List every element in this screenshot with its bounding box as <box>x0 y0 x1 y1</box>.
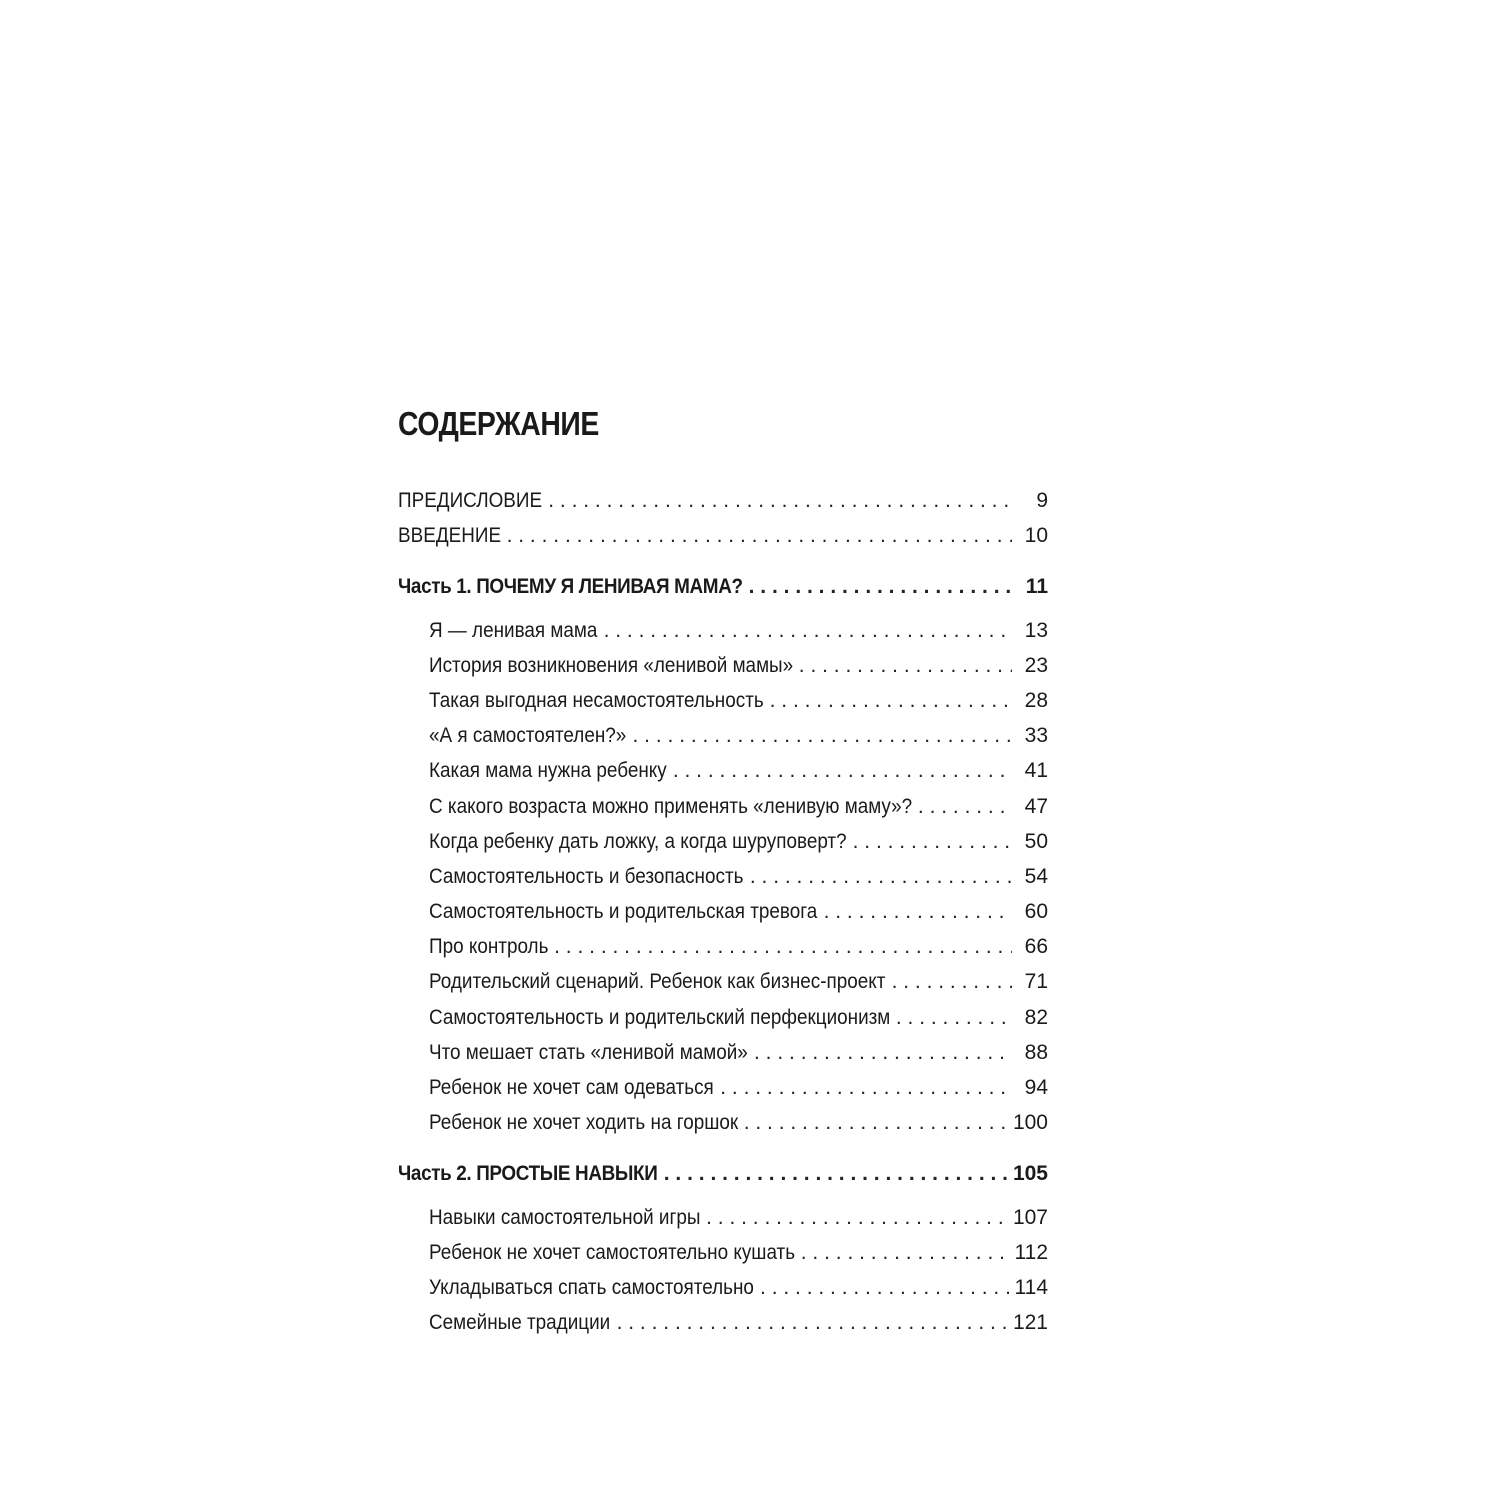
dot-leader <box>754 1035 1012 1070</box>
toc-entry <box>398 1035 1048 1070</box>
dot-leader <box>770 683 1012 718</box>
toc-entry-page: 54 <box>1024 864 1048 888</box>
toc-entry-page: 10 <box>1024 524 1048 548</box>
dot-leader <box>824 894 1012 929</box>
toc-entry-label: Я — ленивая мама <box>429 618 598 642</box>
toc-entry-label: Что мешает стать «ленивой мамой» <box>429 1040 748 1064</box>
toc-entry-page: 9 <box>1036 489 1048 512</box>
toc-entry-page: 60 <box>1024 900 1048 924</box>
toc-part-heading <box>398 569 1048 604</box>
dot-leader <box>664 1156 1007 1191</box>
toc-entry-label: Семейные традиции <box>429 1311 611 1335</box>
toc-entries <box>398 483 1048 1340</box>
toc-entry-page: 88 <box>1024 1040 1048 1064</box>
dot-leader <box>507 518 1012 553</box>
toc-entry-page: 114 <box>1014 1275 1048 1299</box>
dot-leader <box>892 964 1012 999</box>
toc-entry-label: История возникновения «ленивой мамы» <box>429 653 794 677</box>
toc-entry-page: 23 <box>1024 653 1048 677</box>
toc-entry <box>398 1105 1048 1140</box>
dot-leader <box>673 753 1012 788</box>
toc-entry-front <box>398 483 1048 518</box>
toc-entry <box>398 648 1048 683</box>
toc-part-page: 105 <box>1012 1162 1048 1186</box>
dot-leader <box>633 718 1012 753</box>
toc-entry-page: 94 <box>1024 1076 1048 1099</box>
toc-entry <box>398 894 1048 929</box>
dot-leader <box>750 859 1012 894</box>
toc-entry-label: Навыки самостоятельной игры <box>429 1205 701 1229</box>
toc-entry-page: 28 <box>1024 688 1048 712</box>
dot-leader <box>896 1000 1012 1035</box>
toc-entry-label: Родительский сценарий. Ребенок как бизнес-проект <box>429 970 886 994</box>
toc-entry-page: 47 <box>1024 794 1048 818</box>
toc-part-label: Часть 1. ПОЧЕМУ Я ЛЕНИВАЯ МАМА? <box>398 575 743 599</box>
dot-leader <box>760 1270 1008 1305</box>
dot-leader <box>554 929 1012 964</box>
toc-entry <box>398 1000 1048 1035</box>
page-title: СОДЕРЖАНИЕ <box>398 405 599 442</box>
toc-entry <box>398 1200 1048 1235</box>
toc-entry-label: ВВЕДЕНИЕ <box>398 524 502 548</box>
toc-entry <box>398 789 1048 824</box>
toc-part-heading <box>398 1156 1048 1191</box>
toc-entry-label: Ребенок не хочет сам одеваться <box>429 1076 714 1099</box>
toc-entry-page: 112 <box>1014 1240 1048 1264</box>
toc-entry-page: 82 <box>1024 1005 1048 1029</box>
toc-entry <box>398 859 1048 894</box>
toc-entry <box>398 613 1048 648</box>
toc-entry-page: 33 <box>1024 724 1048 748</box>
toc-entry-page: 107 <box>1012 1205 1048 1229</box>
toc-entry <box>398 718 1048 753</box>
toc-entry-page: 13 <box>1024 618 1048 642</box>
dot-leader <box>604 613 1012 648</box>
toc-entry-label: Самостоятельность и безопасность <box>429 864 744 888</box>
toc-entry-label: Такая выгодная несамостоятельность <box>429 688 764 712</box>
toc-entry-page: 41 <box>1024 759 1048 783</box>
toc-entry-label: Самостоятельность и родительский перфекционизм <box>429 1005 891 1029</box>
toc-entry-label: Самостоятельность и родительская тревога <box>429 900 818 924</box>
dot-leader <box>720 1070 1012 1105</box>
toc-entry <box>398 964 1048 999</box>
dot-leader <box>749 569 1012 604</box>
toc-entry <box>398 683 1048 718</box>
toc-entry <box>398 1235 1048 1270</box>
toc-entry-label: С какого возраста можно применять «ленивую маму»? <box>429 794 913 818</box>
toc-entry-front <box>398 518 1048 553</box>
toc-entry <box>398 929 1048 964</box>
toc-entry-label: «А я самостоятелен?» <box>429 724 627 748</box>
dot-leader <box>918 789 1012 824</box>
toc-entry-label: Укладываться спать самостоятельно <box>429 1275 754 1299</box>
dot-leader <box>853 824 1012 859</box>
toc-entry-label: Когда ребенку дать ложку, а когда шуруповерт? <box>429 829 847 853</box>
toc-entry <box>398 824 1048 859</box>
dot-leader <box>744 1105 1007 1140</box>
toc-entry <box>398 1305 1048 1340</box>
dot-leader <box>617 1305 1007 1340</box>
toc-part-label: Часть 2. ПРОСТЫЕ НАВЫКИ <box>398 1162 658 1186</box>
toc-entry <box>398 1070 1048 1105</box>
toc-entry-label: Какая мама нужна ребенку <box>429 759 667 783</box>
dot-leader <box>801 1235 1009 1270</box>
toc-entry-label: Ребенок не хочет самостоятельно кушать <box>429 1240 796 1264</box>
toc-entry-page: 121 <box>1012 1311 1048 1335</box>
toc-entry-label: Ребенок не хочет ходить на горшок <box>429 1111 739 1135</box>
dot-leader <box>548 483 1012 518</box>
toc-entry-page: 66 <box>1024 935 1048 959</box>
dot-leader <box>706 1200 1007 1235</box>
table-of-contents <box>398 398 1048 1340</box>
toc-part-page: 11 <box>1025 575 1048 599</box>
dot-leader <box>799 648 1012 683</box>
toc-entry-page: 71 <box>1024 970 1048 994</box>
toc-entry-label: Про контроль <box>429 935 549 959</box>
toc-entry <box>398 753 1048 788</box>
toc-entry-label: ПРЕДИСЛОВИЕ <box>398 489 543 512</box>
toc-entry <box>398 1270 1048 1305</box>
toc-entry-page: 100 <box>1012 1111 1048 1135</box>
toc-entry-page: 50 <box>1024 829 1048 853</box>
